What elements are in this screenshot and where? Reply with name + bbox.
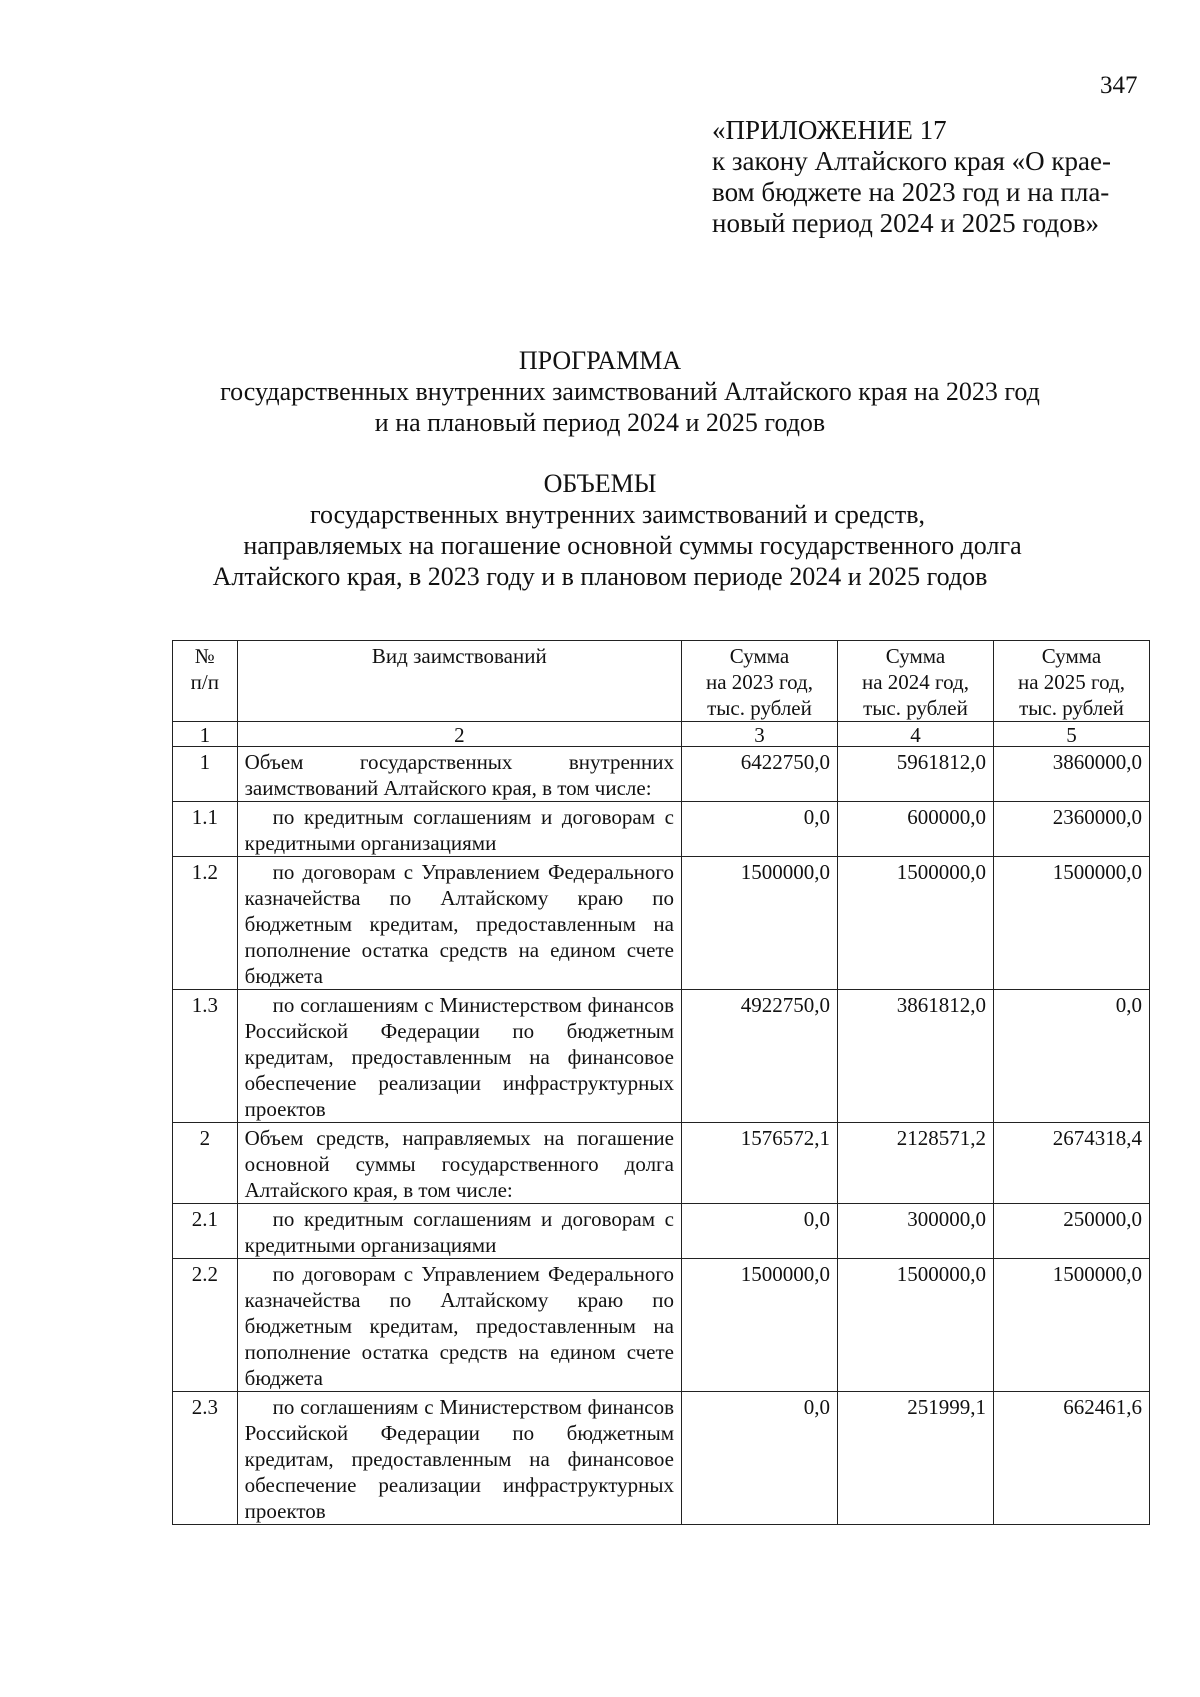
- row-value-2025: 2674318,4: [993, 1123, 1149, 1204]
- row-value-2024: 3861812,0: [837, 990, 993, 1123]
- document-titles: [0, 345, 1200, 592]
- header-type: Вид заимствований: [237, 641, 681, 722]
- row-value-2023: 1500000,0: [682, 857, 838, 990]
- header-text: Сумма: [729, 644, 790, 668]
- page-number: 347: [1100, 72, 1138, 99]
- header-text: тыс. рублей: [1019, 696, 1124, 720]
- row-value-2025: 1500000,0: [993, 1259, 1149, 1392]
- row-value-2023: 4922750,0: [682, 990, 838, 1123]
- header-sum-2024: [837, 641, 993, 722]
- appendix-line: к закону Алтайского края «О крае-: [712, 146, 1111, 176]
- row-value-2024: 1500000,0: [837, 857, 993, 990]
- program-subtitle-line: государственных внутренних заимствований Алтайского края на 2023 год: [220, 377, 1040, 406]
- table-row: [173, 1392, 1150, 1525]
- row-number: 1.2: [173, 857, 238, 990]
- row-number: 1: [173, 747, 238, 802]
- row-number: 2.3: [173, 1392, 238, 1525]
- row-name: по соглашениям с Министерством финансов Российской Федерации по бюджетным кредитам, предоставленным на финансовое обеспечение реализации инфраструктурных проектов: [237, 990, 681, 1123]
- header-text: Сумма: [1041, 644, 1102, 668]
- row-value-2025: 3860000,0: [993, 747, 1149, 802]
- column-number-row: [173, 722, 1150, 747]
- header-sum-2023: [682, 641, 838, 722]
- table-row: [173, 990, 1150, 1123]
- row-value-2023: 1576572,1: [682, 1123, 838, 1204]
- volumes-subtitle-line: направляемых на погашение основной суммы государственного долга: [243, 531, 1022, 560]
- row-value-2024: 600000,0: [837, 802, 993, 857]
- header-sum-2025: [993, 641, 1149, 722]
- appendix-line: вом бюджете на 2023 год и на пла-: [712, 177, 1110, 207]
- appendix-line: новый период 2024 и 2025 годов»: [712, 208, 1099, 238]
- row-value-2024: 2128571,2: [837, 1123, 993, 1204]
- row-value-2024: 1500000,0: [837, 1259, 993, 1392]
- row-number: 2.2: [173, 1259, 238, 1392]
- appendix-heading: [712, 115, 1172, 239]
- column-number: 4: [837, 722, 993, 747]
- column-number: 5: [993, 722, 1149, 747]
- header-text: Сумма: [885, 644, 946, 668]
- header-text: №: [194, 644, 215, 668]
- header-number: [173, 641, 238, 722]
- table-row: [173, 747, 1150, 802]
- borrowings-table: [172, 640, 1150, 1525]
- row-value-2023: 0,0: [682, 1392, 838, 1525]
- row-number: 1.1: [173, 802, 238, 857]
- volumes-subtitle-line: государственных внутренних заимствований и средств,: [310, 500, 925, 529]
- row-name: по соглашениям с Министерством финансов Российской Федерации по бюджетным кредитам, предоставленным на финансовое обеспечение реализации инфраструктурных проектов: [237, 1392, 681, 1525]
- row-number: 2: [173, 1123, 238, 1204]
- column-number: 2: [237, 722, 681, 747]
- program-title: ПРОГРАММА: [518, 346, 682, 375]
- header-text: тыс. рублей: [707, 696, 812, 720]
- volumes-title: ОБЪЕМЫ: [543, 469, 657, 498]
- column-number: 3: [682, 722, 838, 747]
- row-value-2025: 662461,6: [993, 1392, 1149, 1525]
- program-subtitle-line: и на плановый период 2024 и 2025 годов: [374, 408, 826, 437]
- row-number: 1.3: [173, 990, 238, 1123]
- row-number: 2.1: [173, 1204, 238, 1259]
- row-value-2025: 1500000,0: [993, 857, 1149, 990]
- row-name: Объем средств, направляемых на погашение основной суммы государственного долга Алтайского края, в том числе:: [237, 1123, 681, 1204]
- header-text: на 2024 год,: [861, 670, 969, 694]
- row-name: по договорам с Управлением Федерального казначейства по Алтайскому краю по бюджетным кредитам, предоставленным на пополнение остатка средств на едином счете бюджета: [237, 1259, 681, 1392]
- header-text: п/п: [190, 670, 219, 694]
- row-value-2024: 300000,0: [837, 1204, 993, 1259]
- row-value-2025: 2360000,0: [993, 802, 1149, 857]
- header-text: на 2023 год,: [706, 670, 813, 694]
- header-text: на 2025 год,: [1017, 670, 1125, 694]
- row-value-2024: 251999,1: [837, 1392, 993, 1525]
- column-number: 1: [173, 722, 238, 747]
- row-value-2023: 0,0: [682, 1204, 838, 1259]
- row-name: Объем государственных внутренних заимствований Алтайского края, в том числе:: [237, 747, 681, 802]
- row-value-2024: 5961812,0: [837, 747, 993, 802]
- table-row: [173, 1259, 1150, 1392]
- row-value-2025: 0,0: [993, 990, 1149, 1123]
- row-value-2025: 250000,0: [993, 1204, 1149, 1259]
- volumes-subtitle-line: Алтайского края, в 2023 году и в плановом периоде 2024 и 2025 годов: [212, 562, 988, 591]
- row-name: по кредитным соглашениям и договорам с кредитными организациями: [237, 802, 681, 857]
- row-name: по кредитным соглашениям и договорам с кредитными организациями: [237, 1204, 681, 1259]
- appendix-line: «ПРИЛОЖЕНИЕ 17: [712, 115, 947, 145]
- row-value-2023: 0,0: [682, 802, 838, 857]
- table-row: [173, 802, 1150, 857]
- row-name: по договорам с Управлением Федерального казначейства по Алтайскому краю по бюджетным кредитам, предоставленным на пополнение остатка средств на едином счете бюджета: [237, 857, 681, 990]
- header-text: тыс. рублей: [863, 696, 968, 720]
- table-row: [173, 857, 1150, 990]
- row-value-2023: 6422750,0: [682, 747, 838, 802]
- table-header-row: [173, 641, 1150, 722]
- row-value-2023: 1500000,0: [682, 1259, 838, 1392]
- table-row: [173, 1204, 1150, 1259]
- table-row: [173, 1123, 1150, 1204]
